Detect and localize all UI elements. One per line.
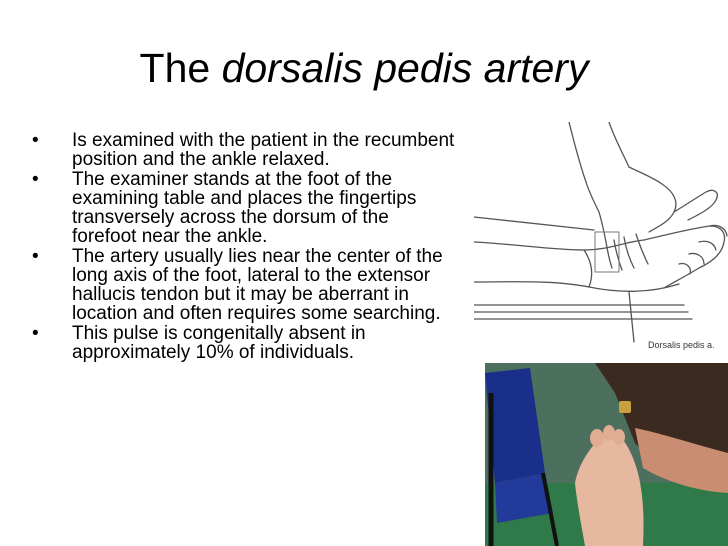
bullet-text: This pulse is congenitally absent in approximately 10% of individuals. bbox=[72, 323, 366, 363]
bullet-item bbox=[28, 170, 458, 246]
bullet-list bbox=[28, 131, 458, 363]
title-prefix: The bbox=[139, 45, 222, 91]
title-emphasis: dorsalis pedis artery bbox=[221, 45, 589, 91]
clinical-photo bbox=[485, 363, 728, 546]
foot-examination-photo bbox=[485, 363, 728, 546]
bullet-text: The artery usually lies near the center of the long axis of the foot, lateral to the extensor hallucis tendon but it may be aberrant in location and often requires some searching. bbox=[72, 246, 443, 324]
bullet-marker: • bbox=[32, 169, 39, 190]
palpation-illustration bbox=[474, 122, 728, 358]
bullet-text: Is examined with the patient in the recumbent position and the ankle relaxed. bbox=[72, 130, 455, 170]
slide-title bbox=[0, 42, 728, 94]
bullet-text: The examiner stands at the foot of the examining table and places the fingertips transversely across the dorsum of the forefoot near the ankle. bbox=[72, 169, 417, 247]
bullet-item bbox=[28, 324, 458, 362]
bullet-marker: • bbox=[32, 323, 39, 344]
bullet-item bbox=[28, 247, 458, 323]
bullet-item bbox=[28, 131, 458, 169]
hand-on-foot-sketch bbox=[474, 122, 728, 358]
bullet-marker: • bbox=[32, 246, 39, 267]
bullet-marker: • bbox=[32, 130, 39, 151]
illustration-caption: Dorsalis pedis a. bbox=[648, 340, 715, 350]
